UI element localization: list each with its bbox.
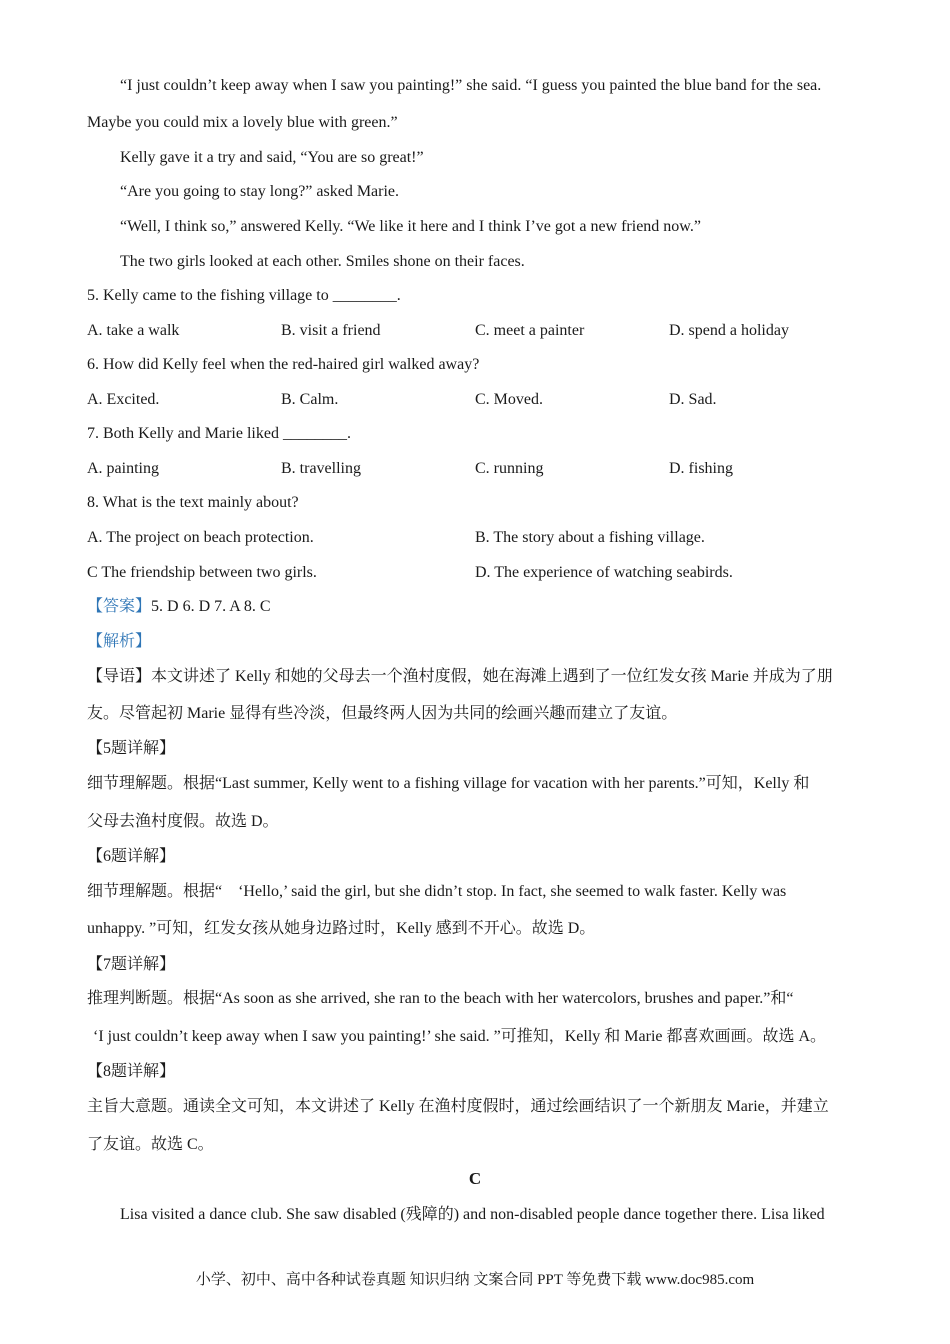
question-stem: 6. How did Kelly feel when the red-haired girl walked away? xyxy=(87,356,480,373)
page-footer: 小学、初中、高中各种试卷真题 知识归纳 文案合同 PPT 等免费下载 www.doc985.com xyxy=(195,1272,755,1288)
option-a: A. Excited. xyxy=(87,391,160,408)
passage-line: Maybe you could mix a lovely blue with green.” xyxy=(87,114,398,131)
answer-label: 【答案】 xyxy=(87,598,152,615)
option-c: C. meet a painter xyxy=(475,322,585,339)
answer-line xyxy=(87,597,271,617)
passage-line: “Well, I think so,” answered Kelly. “We like it here and I think I’ve got a new friend now.” xyxy=(120,218,701,235)
intro-line: 友。尽管起初 Marie 显得有些冷淡，但最终两人因为共同的绘画兴趣而建立了友谊。 xyxy=(87,705,678,722)
passage-line: “Are you going to stay long?” asked Marie. xyxy=(120,183,400,200)
answer-value: 5. D 6. D 7. A 8. C xyxy=(151,598,271,615)
option-d: D. spend a holiday xyxy=(669,322,789,339)
option-d: D. Sad. xyxy=(669,391,717,408)
question-stem: 5. Kelly came to the fishing village to ________. xyxy=(87,287,401,304)
option-b: B. The story about a fishing village. xyxy=(475,529,705,546)
option-a: A. painting xyxy=(87,460,159,477)
option-c: C The friendship between two girls. xyxy=(87,564,317,581)
detail-line: 细节理解题。根据“ ‘Hello,’ said the girl, but she didn’t stop. In fact, she seemed to walk faster. Kelly was xyxy=(87,883,787,900)
intro-text: 本文讲述了 Kelly 和她的父母去一个渔村度假，她在海滩上遇到了一位红发女孩 Marie 并成为了朋 xyxy=(151,668,833,685)
option-b: B. visit a friend xyxy=(281,322,381,339)
detail-line: unhappy. ”可知，红发女孩从她身边路过时，Kelly 感到不开心。故选 D。 xyxy=(87,920,596,937)
passage-line: The two girls looked at each other. Smiles shone on their faces. xyxy=(120,253,525,270)
detail-line: 主旨大意题。通读全文可知，本文讲述了 Kelly 在渔村度假时，通过绘画结识了一个新朋友 Marie，并建立 xyxy=(87,1098,829,1115)
passage-line: Kelly gave it a try and said, “You are so great!” xyxy=(120,149,424,166)
section-title: C xyxy=(468,1169,482,1188)
option-b: B. Calm. xyxy=(281,391,339,408)
detail-line: 细节理解题。根据“Last summer, Kelly went to a fishing village for vacation with her parents.”可知，Kelly 和 xyxy=(87,775,810,792)
option-a: A. take a walk xyxy=(87,322,180,339)
option-d: D. The experience of watching seabirds. xyxy=(475,564,733,581)
passage-line: “I just couldn’t keep away when I saw you painting!” she said. “I guess you painted the blue band for the sea. xyxy=(120,77,822,94)
detail-heading: 【5题详解】 xyxy=(87,740,176,757)
question-stem: 7. Both Kelly and Marie liked ________. xyxy=(87,425,351,442)
intro-label: 【导语】 xyxy=(87,668,152,685)
analysis-label: 【解析】 xyxy=(87,633,152,650)
option-c: C. running xyxy=(475,460,544,477)
detail-line: 了友谊。故选 C。 xyxy=(87,1136,214,1153)
detail-heading: 【8题详解】 xyxy=(87,1063,176,1080)
option-c: C. Moved. xyxy=(475,391,543,408)
detail-heading: 【7题详解】 xyxy=(87,956,176,973)
option-d: D. fishing xyxy=(669,460,733,477)
option-a: A. The project on beach protection. xyxy=(87,529,314,546)
option-b: B. travelling xyxy=(281,460,361,477)
question-stem: 8. What is the text mainly about? xyxy=(87,494,299,511)
passage-line: Lisa visited a dance club. She saw disabled (残障的) and non-disabled people dance together there. Lisa liked xyxy=(120,1206,825,1223)
detail-line: ‘I just couldn’t keep away when I saw you painting!’ she said. ”可推知，Kelly 和 Marie 都喜欢画画。故选 A。 xyxy=(93,1028,827,1045)
detail-heading: 【6题详解】 xyxy=(87,848,176,865)
detail-line: 推理判断题。根据“As soon as she arrived, she ran to the beach with her watercolors, brushes and paper.”和“ xyxy=(87,990,794,1007)
intro-line xyxy=(87,667,833,687)
detail-line: 父母去渔村度假。故选 D。 xyxy=(87,813,279,830)
